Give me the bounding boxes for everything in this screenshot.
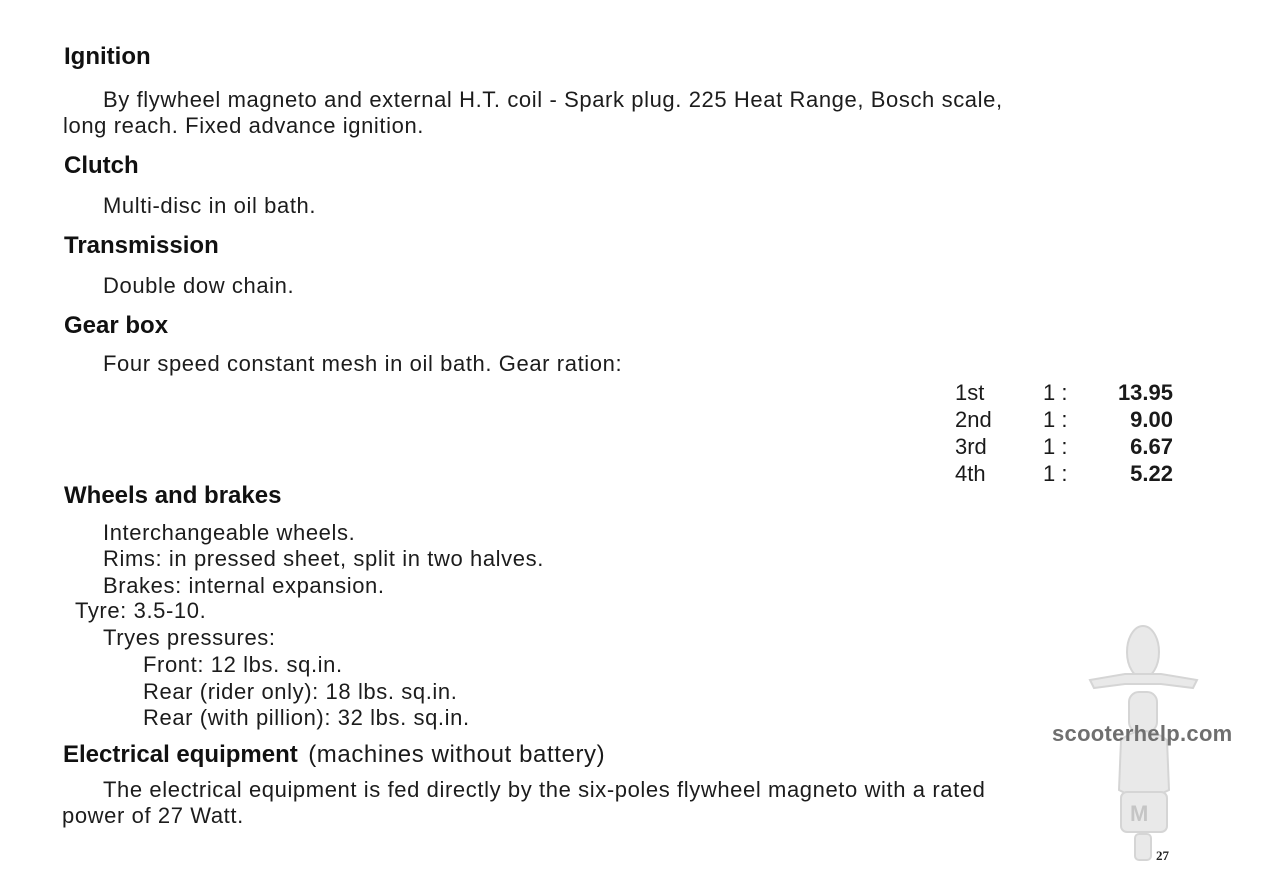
- gear-value: 5.22: [1130, 461, 1173, 486]
- gearbox-heading: Gear box: [64, 312, 169, 339]
- gear-value: 13.95: [1117, 380, 1173, 405]
- transmission-line-1: Double dow chain.: [103, 273, 295, 298]
- wheels-line-8: Rear (with pillion): 32 lbs. sq.in.: [143, 705, 470, 730]
- gear-label: 1st: [955, 380, 985, 405]
- gear-value: 6.67: [1130, 434, 1173, 459]
- electrical-heading-row: [63, 741, 605, 769]
- gear-ratio: 1 :: [1043, 407, 1068, 432]
- ignition-line-2: long reach. Fixed advance ignition.: [63, 113, 424, 138]
- gearbox-line-1: Four speed constant mesh in oil bath. Gear ration:: [103, 351, 623, 376]
- wheels-line-3: Brakes: internal expansion.: [103, 573, 385, 598]
- gear-ratio: 1 :: [1043, 434, 1068, 459]
- electrical-line-1: The electrical equipment is fed directly by the six-poles flywheel magneto with a rated: [103, 777, 986, 802]
- gear-label: 3rd: [955, 434, 987, 459]
- clutch-line-1: Multi-disc in oil bath.: [103, 193, 317, 218]
- ignition-heading: Ignition: [64, 43, 151, 70]
- wheels-line-6: Front: 12 lbs. sq.in.: [143, 652, 343, 677]
- wheels-heading: Wheels and brakes: [64, 482, 282, 509]
- electrical-line-2: power of 27 Watt.: [62, 803, 244, 828]
- gear-label: 4th: [955, 461, 986, 486]
- wheels-line-7: Rear (rider only): 18 lbs. sq.in.: [143, 679, 458, 704]
- wheels-line-4: Tyre: 3.5-10.: [75, 598, 207, 623]
- wheels-line-5: Tryes pressures:: [103, 625, 276, 650]
- gear-value: 9.00: [1130, 407, 1173, 432]
- transmission-heading: Transmission: [64, 232, 219, 259]
- clutch-heading: Clutch: [64, 152, 139, 179]
- ignition-line-1: By flywheel magneto and external H.T. coil - Spark plug. 225 Heat Range, Bosch scale,: [103, 87, 1003, 112]
- wheels-line-2: Rims: in pressed sheet, split in two halves.: [103, 546, 544, 571]
- electrical-heading: Electrical equipment: [63, 741, 298, 768]
- gear-ratio: 1 :: [1043, 380, 1068, 405]
- wheels-line-1: Interchangeable wheels.: [103, 520, 356, 545]
- svg-text:M: M: [1130, 801, 1149, 826]
- page-number: 27: [1156, 848, 1169, 863]
- watermark-text: scooterhelp.com: [1052, 721, 1233, 746]
- electrical-heading-note: (machines without battery): [308, 741, 606, 768]
- gear-ratio: 1 :: [1043, 461, 1068, 486]
- gear-label: 2nd: [955, 407, 992, 432]
